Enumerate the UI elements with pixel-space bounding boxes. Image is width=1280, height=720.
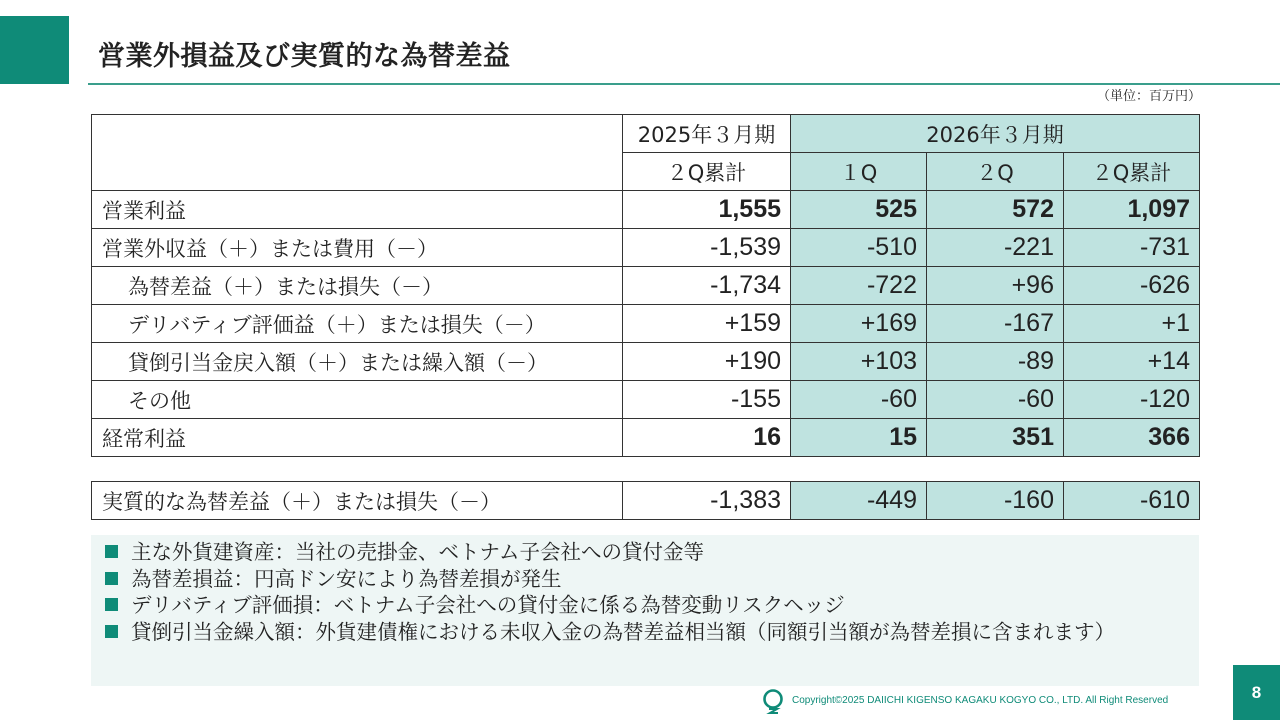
value-cell: -731 [1064, 229, 1200, 267]
table-row [92, 419, 1200, 457]
header-cumulative: ２Q累計 [1064, 153, 1200, 191]
value-cell: +14 [1064, 343, 1200, 381]
value-cell: +190 [623, 343, 791, 381]
value-cell: 1,097 [1064, 191, 1200, 229]
table-row [92, 381, 1200, 419]
company-logo-icon [761, 688, 787, 714]
notes-list [91, 535, 1199, 645]
unit-note: （単位：百万円） [1096, 89, 1201, 104]
list-item [103, 539, 1186, 566]
value-cell: -1,734 [623, 267, 791, 305]
table-row [92, 343, 1200, 381]
page-title: 営業外損益及び実質的な為替差益 [98, 41, 511, 72]
header-prev-period: 2025年３月期 [623, 115, 791, 153]
row-label: デリバティブ評価益（＋）または損失（－） [92, 305, 623, 343]
copyright-text: Copyright©2025 DAIICHI KIGENSO KAGAKU KOGYO CO., LTD. All Right Reserved [792, 695, 1169, 706]
header-q1: １Q [791, 153, 927, 191]
row-label: 実質的な為替差益（＋）または損失（－） [92, 482, 623, 520]
value-cell: -155 [623, 381, 791, 419]
square-bullet-icon [105, 545, 118, 558]
row-label: 貸倒引当金戻入額（＋）または繰入額（－） [92, 343, 623, 381]
row-label: その他 [92, 381, 623, 419]
row-label: 営業外収益（＋）または費用（－） [92, 229, 623, 267]
list-item [103, 566, 1186, 593]
header-q2: ２Q [927, 153, 1064, 191]
table-row [92, 305, 1200, 343]
value-cell: 1,555 [623, 191, 791, 229]
title-accent-block [0, 16, 69, 84]
header-blank-cell [92, 115, 623, 191]
row-label: 為替差益（＋）または損失（－） [92, 267, 623, 305]
value-cell: -120 [1064, 381, 1200, 419]
square-bullet-icon [105, 625, 118, 638]
value-cell: 351 [927, 419, 1064, 457]
list-item [103, 619, 1186, 646]
note-text: デリバティブ評価損：ベトナム子会社への貸付金に係る為替変動リスクヘッジ [131, 593, 845, 617]
value-cell: -1,539 [623, 229, 791, 267]
value-cell: -160 [927, 482, 1064, 520]
value-cell: -449 [791, 482, 927, 520]
value-cell: -1,383 [623, 482, 791, 520]
value-cell: -722 [791, 267, 927, 305]
value-cell: +103 [791, 343, 927, 381]
table-row [92, 267, 1200, 305]
square-bullet-icon [105, 572, 118, 585]
table-row [92, 229, 1200, 267]
value-cell: 366 [1064, 419, 1200, 457]
note-text: 為替差損益：円高ドン安により為替差損が発生 [131, 566, 562, 591]
value-cell: -510 [791, 229, 927, 267]
square-bullet-icon [105, 598, 118, 611]
value-cell: +1 [1064, 305, 1200, 343]
value-cell: -221 [927, 229, 1064, 267]
value-cell: 15 [791, 419, 927, 457]
note-text: 主な外貨建資産：当社の売掛金、ベトナム子会社への貸付金等 [131, 540, 704, 564]
note-text: 貸倒引当金繰入額：外貨建債権における未収入金の為替差益相当額（同額引当額が為替差損に含まれます） [131, 619, 1115, 644]
value-cell: -626 [1064, 267, 1200, 305]
fx-summary-table [91, 481, 1200, 520]
page-number: 8 [1233, 665, 1280, 720]
value-cell: 525 [791, 191, 927, 229]
notes-box [91, 535, 1199, 686]
value-cell: -89 [927, 343, 1064, 381]
list-item [103, 592, 1186, 619]
header-prev-cumulative: ２Q累計 [623, 153, 791, 191]
value-cell: -610 [1064, 482, 1200, 520]
income-table [91, 114, 1200, 457]
value-cell: +96 [927, 267, 1064, 305]
value-cell: -167 [927, 305, 1064, 343]
value-cell: -60 [927, 381, 1064, 419]
value-cell: 572 [927, 191, 1064, 229]
value-cell: +169 [791, 305, 927, 343]
table-row [92, 482, 1200, 520]
row-label: 営業利益 [92, 191, 623, 229]
row-label: 経常利益 [92, 419, 623, 457]
header-curr-period: 2026年３月期 [791, 115, 1200, 153]
value-cell: +159 [623, 305, 791, 343]
value-cell: -60 [791, 381, 927, 419]
value-cell: 16 [623, 419, 791, 457]
table-row [92, 191, 1200, 229]
